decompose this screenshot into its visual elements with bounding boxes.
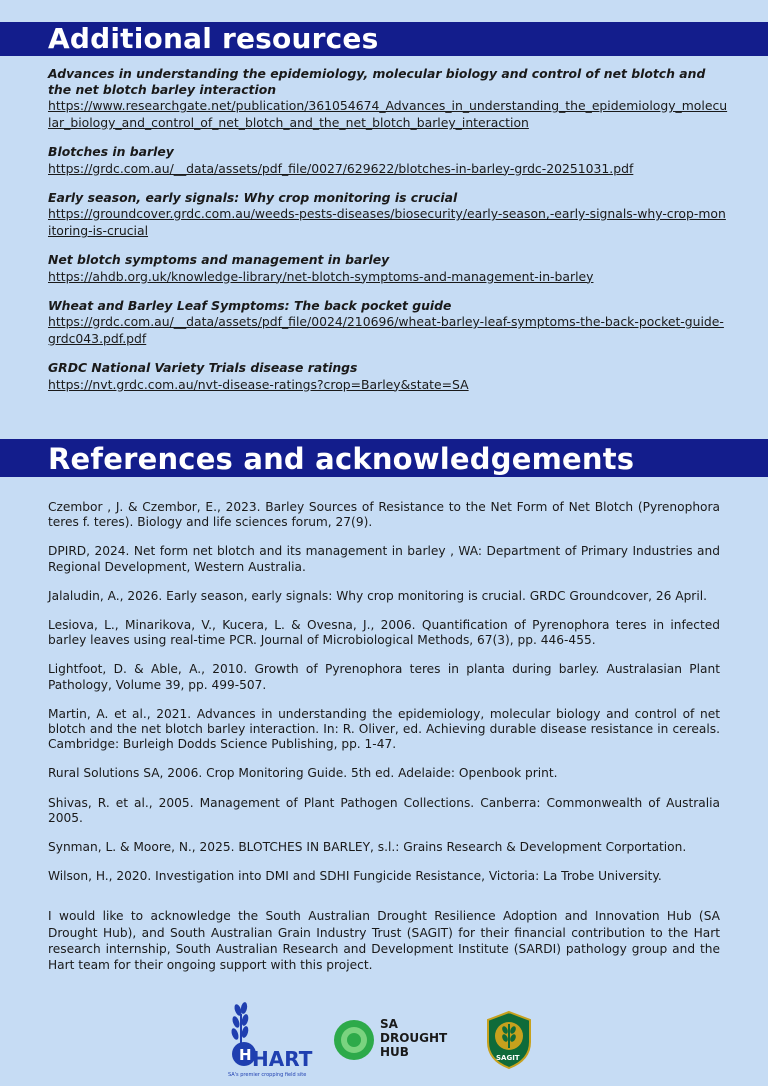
resource-title: Blotches in barley [48, 144, 174, 159]
acknowledgement-text: I would like to acknowledge the South Australian Drought Resilience Adoption and Innovation Hub (SA Drought Hub), and South Australian Grain Industry Trust (SAGIT) for their financial contribution to the Hart research internship, South Australian Research and Development Institute (SARDI) pathology group and the Hart team for their ongoing support with this project. [48, 909, 720, 973]
sagit-logo [484, 1010, 534, 1070]
resource-link[interactable]: https://grdc.com.au/__data/assets/pdf_file/0027/629622/blotches-in-barley-grdc-20251031.pdf [48, 160, 634, 176]
reference-entry: Lightfoot, D. & Able, A., 2010. Growth of Pyrenophora teres in planta during barley. Australasian Plant Pathology, Volume 39, pp. 499-507. [48, 662, 720, 692]
resource-title: Wheat and Barley Leaf Symptoms: The back pocket guide [48, 297, 452, 313]
resource-link[interactable]: https://groundcover.grdc.com.au/weeds-pests-diseases/biosecurity/early-season,-early-signals-why-crop-monitoring-is-crucial [48, 206, 726, 238]
resource-link[interactable]: https://ahdb.org.uk/knowledge-library/net-blotch-symptoms-and-management-in-barley [48, 268, 594, 284]
references-list [48, 500, 720, 985]
references-header-band [0, 439, 768, 477]
resources-list [48, 66, 728, 406]
reference-entry: Wilson, H., 2020. Investigation into DMI and SDHI Fungicide Resistance, Victoria: La Trobe University. [48, 869, 662, 884]
resources-header-band [0, 22, 768, 56]
reference-entry: Jalaludin, A., 2026. Early season, early signals: Why crop monitoring is crucial. GRDC Groundcover, 26 April. [48, 588, 707, 603]
resources-heading: Additional resources [48, 22, 379, 55]
reference-entry: Shivas, R. et al., 2005. Management of Plant Pathogen Collections. Canberra: Commonwealth of Australia 2005. [48, 795, 720, 825]
reference-entry: Czembor , J. & Czembor, E., 2023. Barley Sources of Resistance to the Net Form of Net Blotch (Pyrenophora teres f. teres). Biology and life sciences forum, 27(9). [48, 500, 720, 530]
resource-link[interactable]: https://grdc.com.au/__data/assets/pdf_file/0024/210696/wheat-barley-leaf-symptoms-the-back-pocket-guide-grdc043.pdf.pdf [48, 314, 724, 346]
resource-link[interactable]: https://www.researchgate.net/publication/361054674_Advances_in_understanding_the_epidemiology_molecular_biology_and_control_of_net_blotch_and_the_net_blotch_barley_interaction [48, 98, 728, 130]
drought-hub-line2: DROUGHT [380, 1031, 448, 1045]
reference-entry: DPIRD, 2024. Net form net blotch and its management in barley , WA: Department of Primary Industries and Regional Development, Western Australia. [48, 544, 720, 574]
resource-title: Net blotch symptoms and management in barley [48, 252, 390, 267]
resource-item [48, 190, 728, 240]
resource-link[interactable]: https://nvt.grdc.com.au/nvt-disease-ratings?crop=Barley&state=SA [48, 376, 469, 392]
resource-item [48, 66, 728, 131]
drought-hub-logo [330, 1008, 460, 1072]
resource-item [48, 252, 728, 285]
resource-item [48, 144, 728, 177]
resource-title: Advances in understanding the epidemiology, molecular biology and control of net blotch and the net blotch barley interaction [48, 66, 706, 97]
resource-title: GRDC National Variety Trials disease ratings [48, 360, 358, 375]
sagit-logo-text: SAGIT [496, 1054, 520, 1062]
references-heading: References and acknowledgements [48, 442, 635, 476]
resource-item [48, 360, 728, 393]
resource-item [48, 298, 728, 348]
reference-entry: Rural Solutions SA, 2006. Crop Monitoring Guide. 5th ed. Adelaide: Openbook print. [48, 766, 558, 781]
sponsor-logos [0, 1016, 768, 1080]
drought-hub-line3: HUB [380, 1045, 409, 1059]
hart-logo-tagline: SA's premier cropping field site [228, 1072, 307, 1078]
reference-entry: Lesiova, L., Minarikova, V., Kucera, L. & Ovesna, J., 2006. Quantification of Pyrenophora teres in infected barley leaves using real-time PCR. Journal of Microbiological Methods, 67(3), pp. 446-455. [48, 618, 720, 648]
hart-logo-text: HART [252, 1047, 313, 1071]
svg-text:H: H [239, 1046, 252, 1064]
reference-entry: Martin, A. et al., 2021. Advances in understanding the epidemiology, molecular biology and control of net blotch and the net blotch barley interaction. In: R. Oliver, ed. Achieving durable disease resistance in cereals. Cambridge: Burleigh Dodds Science Publishing, pp. 1-47. [48, 706, 720, 752]
reference-entry: Synman, L. & Moore, N., 2025. BLOTCHES IN BARLEY, s.l.: Grains Research & Development Corportation. [48, 840, 687, 855]
resource-title: Early season, early signals: Why crop monitoring is crucial [48, 189, 458, 205]
hart-logo [222, 1000, 318, 1080]
drought-hub-line1: SA [380, 1017, 398, 1031]
